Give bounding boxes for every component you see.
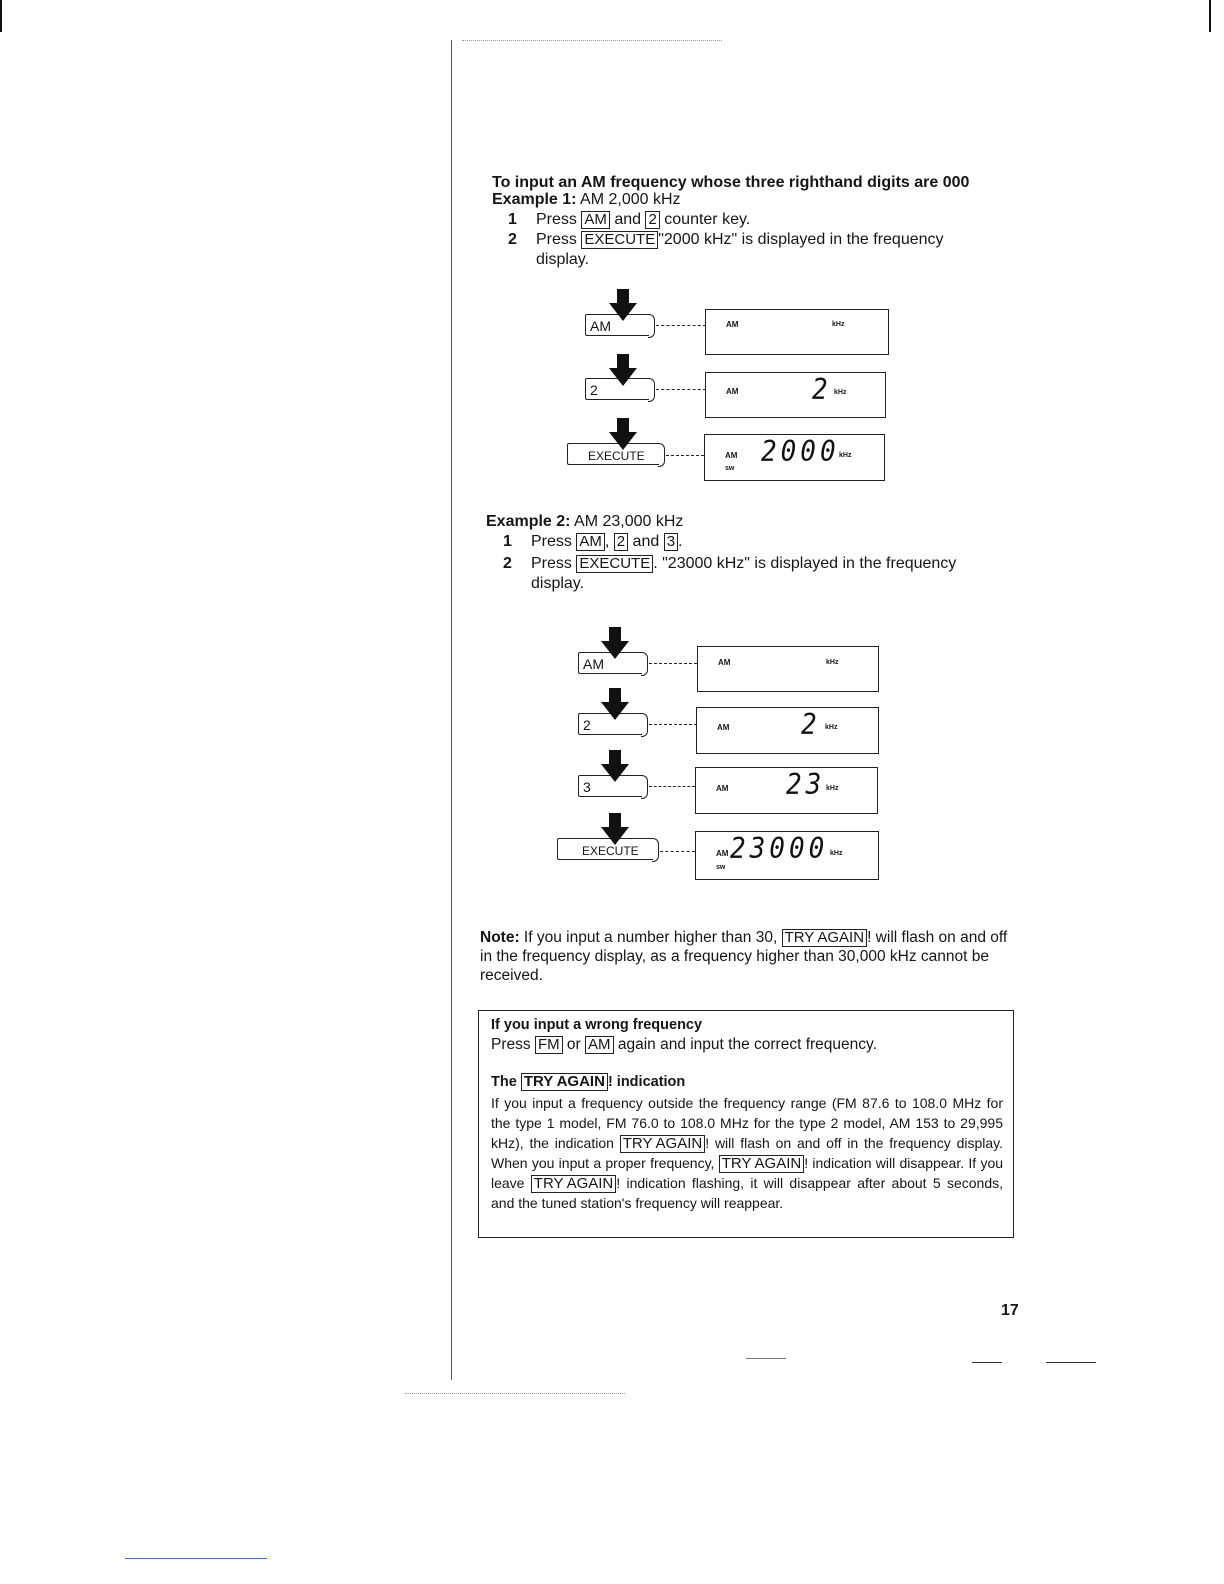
try-again-key-inline: TRY AGAIN bbox=[620, 1135, 705, 1153]
scan-artifact-top bbox=[462, 40, 722, 42]
frequency-display: AM 23000 kHz sw bbox=[695, 831, 879, 880]
diagram-key: EXECUTE bbox=[567, 443, 659, 465]
digit-2-key-inline: 2 bbox=[645, 211, 659, 229]
try-again-key-inline: TRY AGAIN bbox=[719, 1155, 804, 1173]
diagram-key: AM bbox=[585, 314, 649, 336]
am-key-inline: AM bbox=[585, 1036, 614, 1054]
diagram-key: EXECUTE bbox=[557, 838, 653, 860]
leader-line bbox=[660, 851, 695, 852]
try-again-key-inline: TRY AGAIN bbox=[782, 929, 867, 947]
diagram-key: 3 bbox=[578, 775, 642, 797]
diagram-key: AM bbox=[578, 652, 642, 674]
frequency-display: AM kHz bbox=[697, 646, 879, 692]
down-arrow-icon bbox=[601, 627, 629, 659]
down-arrow-icon bbox=[609, 418, 637, 450]
down-arrow-icon bbox=[601, 813, 629, 845]
digit-2-key-inline: 2 bbox=[614, 533, 628, 551]
scan-artifact-bottom bbox=[405, 1393, 625, 1395]
execute-key-inline: EXECUTE bbox=[576, 555, 653, 573]
am-key-inline: AM bbox=[581, 211, 610, 229]
digit-3-key-inline: 3 bbox=[664, 533, 678, 551]
section-heading: To input an AM frequency whose three righthand digits are 000 bbox=[492, 174, 970, 191]
leader-line bbox=[666, 455, 704, 456]
leader-line bbox=[649, 724, 697, 725]
binding-margin-line bbox=[451, 40, 452, 1380]
page-footer-rule bbox=[125, 1558, 267, 1559]
scan-edge-mark-right bbox=[1209, 0, 1211, 32]
wrong-frequency-box bbox=[478, 1010, 1014, 1238]
box-paragraph-wrong-frequency: Press FM or AM again and input the correct frequency. bbox=[491, 1036, 877, 1053]
example2-title: Example 2: AM 23,000 kHz bbox=[486, 513, 684, 530]
down-arrow-icon bbox=[601, 750, 629, 782]
down-arrow-icon bbox=[601, 688, 629, 720]
box-paragraph-try-again: If you input a frequency outside the frequency range (FM 87.6 to 108.0 MHz for the type 1 model, FM 76.0 to 108.0 MHz for the type 2 model, AM 153 to 29,995 kHz), the indication TRY AGAIN ! will flash on and off in the frequency display. When you input a proper frequency, TRY AGAIN ! indication will disappear. If you leave TRY AGAIN ! indication flashing, it will disappear after about 5 seconds, and the tuned station's frequency will reappear. bbox=[491, 1095, 1004, 1211]
box-heading-wrong-frequency: If you input a wrong frequency bbox=[491, 1017, 703, 1033]
frequency-display: AM 23 kHz bbox=[695, 767, 878, 814]
frequency-display: AM 2 kHz bbox=[705, 372, 886, 418]
scan-edge-mark-left bbox=[0, 0, 2, 32]
down-arrow-icon bbox=[609, 354, 637, 386]
leader-line bbox=[649, 663, 697, 664]
leader-line bbox=[656, 389, 706, 390]
page-number: 17 bbox=[1001, 1302, 1019, 1319]
frequency-display: AM kHz bbox=[705, 309, 889, 355]
down-arrow-icon bbox=[609, 289, 637, 321]
frequency-display: AM 2000 kHz sw bbox=[704, 434, 885, 481]
leader-line bbox=[649, 786, 695, 787]
footer-mark bbox=[1046, 1362, 1096, 1363]
try-again-key-inline: TRY AGAIN bbox=[521, 1073, 608, 1091]
frequency-display: AM 2 kHz bbox=[696, 707, 879, 754]
note-paragraph: Note: If you input a number higher than 30, TRY AGAIN ! will flash on and off in the frequency display, as a frequency higher than 30,000 kHz cannot be received. bbox=[480, 929, 1008, 984]
am-key-inline: AM bbox=[576, 533, 605, 551]
diagram-key: 2 bbox=[578, 713, 642, 735]
leader-line bbox=[656, 325, 706, 326]
fm-key-inline: FM bbox=[535, 1036, 563, 1054]
footer-mark bbox=[972, 1362, 1002, 1363]
diagram-key: 2 bbox=[585, 378, 649, 400]
example1-title: Example 1: AM 2,000 kHz bbox=[492, 191, 681, 208]
box-heading-try-again: The TRY AGAIN ! indication bbox=[491, 1073, 686, 1090]
footer-mark bbox=[746, 1358, 786, 1359]
execute-key-inline: EXECUTE bbox=[581, 231, 658, 249]
try-again-key-inline: TRY AGAIN bbox=[531, 1175, 616, 1193]
